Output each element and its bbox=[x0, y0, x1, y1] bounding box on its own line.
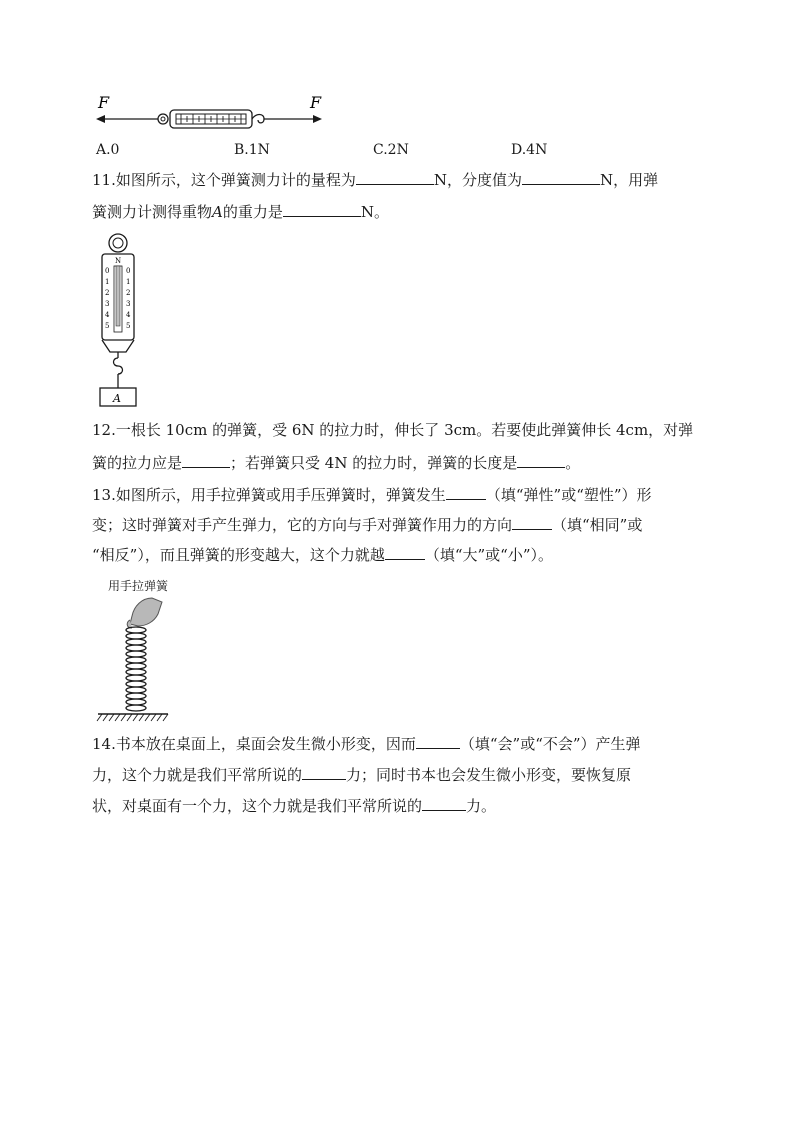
answer-blank[interactable] bbox=[422, 796, 466, 811]
q11-line-1: 11.如图所示，这个弹簧测力计的量程为 N，分度值为 N，用弹 bbox=[92, 171, 659, 189]
right-force-label: F bbox=[310, 93, 322, 112]
svg-text:3: 3 bbox=[105, 300, 110, 308]
q14-line-2: 力，这个力就是我们平常所说的 力；同时书本也会发生微小形变，要恢复原 bbox=[92, 766, 632, 784]
left-arrow-icon bbox=[96, 115, 105, 123]
answer-blank[interactable] bbox=[356, 170, 434, 185]
hand-icon bbox=[130, 598, 162, 626]
q14-line-3: 状，对桌面有一个力，这个力就是我们平常所说的 力。 bbox=[92, 797, 497, 815]
option-c: C.2N bbox=[373, 142, 409, 158]
weight-label: A bbox=[113, 392, 121, 405]
q12-line-2: 簧的拉力应是 ；若弹簧只受 4N 的拉力时，弹簧的长度是 。 bbox=[92, 454, 581, 472]
option-d: D.4N bbox=[511, 142, 548, 158]
svg-text:5: 5 bbox=[105, 322, 110, 330]
q14-line-1: 14.书本放在桌面上，桌面会发生微小形变，因而 （填“会”或“不会”）产生弹 bbox=[92, 735, 641, 753]
svg-text:1: 1 bbox=[105, 278, 110, 286]
answer-blank[interactable] bbox=[512, 515, 552, 530]
figure-spring-scale-vertical bbox=[96, 232, 142, 410]
svg-text:0: 0 bbox=[105, 267, 110, 275]
q12-line-1: 12.一根长 10cm 的弹簧，受 6N 的拉力时，伸长了 3cm。若要使此弹簧伸长 4cm，对弹 bbox=[92, 421, 694, 439]
answer-blank[interactable] bbox=[182, 453, 230, 468]
figure-spring-scale-horizontal bbox=[92, 92, 332, 134]
svg-text:3: 3 bbox=[126, 300, 131, 308]
svg-text:4: 4 bbox=[126, 311, 131, 319]
answer-blank[interactable] bbox=[416, 734, 460, 749]
answer-blank[interactable] bbox=[302, 765, 346, 780]
hook-icon bbox=[114, 358, 123, 374]
svg-text:2: 2 bbox=[126, 289, 131, 297]
svg-text:2: 2 bbox=[105, 289, 110, 297]
hook-icon bbox=[252, 115, 264, 123]
q13-line-1: 13.如图所示，用手拉弹簧或用手压弹簧时，弹簧发生 （填“弹性”或“塑性”）形 bbox=[92, 486, 652, 504]
option-b: B.1N bbox=[234, 142, 270, 158]
answer-blank[interactable] bbox=[517, 453, 565, 468]
left-force-label: F bbox=[98, 93, 110, 112]
figure-hand-pulling-spring bbox=[96, 592, 172, 724]
answer-blank[interactable] bbox=[283, 202, 361, 217]
scale-left-labels bbox=[105, 267, 110, 330]
option-a: A.0 bbox=[96, 142, 120, 158]
scale-right-labels bbox=[126, 267, 131, 330]
right-arrow-icon bbox=[313, 115, 322, 123]
ring-icon bbox=[109, 234, 127, 252]
spring-coil-icon bbox=[126, 627, 146, 711]
answer-blank[interactable] bbox=[385, 545, 425, 560]
svg-text:5: 5 bbox=[126, 322, 131, 330]
svg-text:0: 0 bbox=[126, 267, 131, 275]
svg-text:1: 1 bbox=[126, 278, 131, 286]
figure-caption: 用手拉弹簧 bbox=[108, 579, 169, 593]
q13-line-3: “相反”），而且弹簧的形变越大，这个力就越 （填“大”或“小”）。 bbox=[92, 546, 554, 564]
answer-blank[interactable] bbox=[446, 485, 486, 500]
scale-unit: N bbox=[115, 257, 122, 265]
q11-line-2: 簧测力计测得重物A的重力是 N。 bbox=[92, 203, 390, 221]
svg-text:4: 4 bbox=[105, 311, 110, 319]
q13-line-2: 变；这时弹簧对手产生弹力，它的方向与手对弹簧作用力的方向 （填“相同”或 bbox=[92, 516, 643, 534]
answer-blank[interactable] bbox=[522, 170, 600, 185]
